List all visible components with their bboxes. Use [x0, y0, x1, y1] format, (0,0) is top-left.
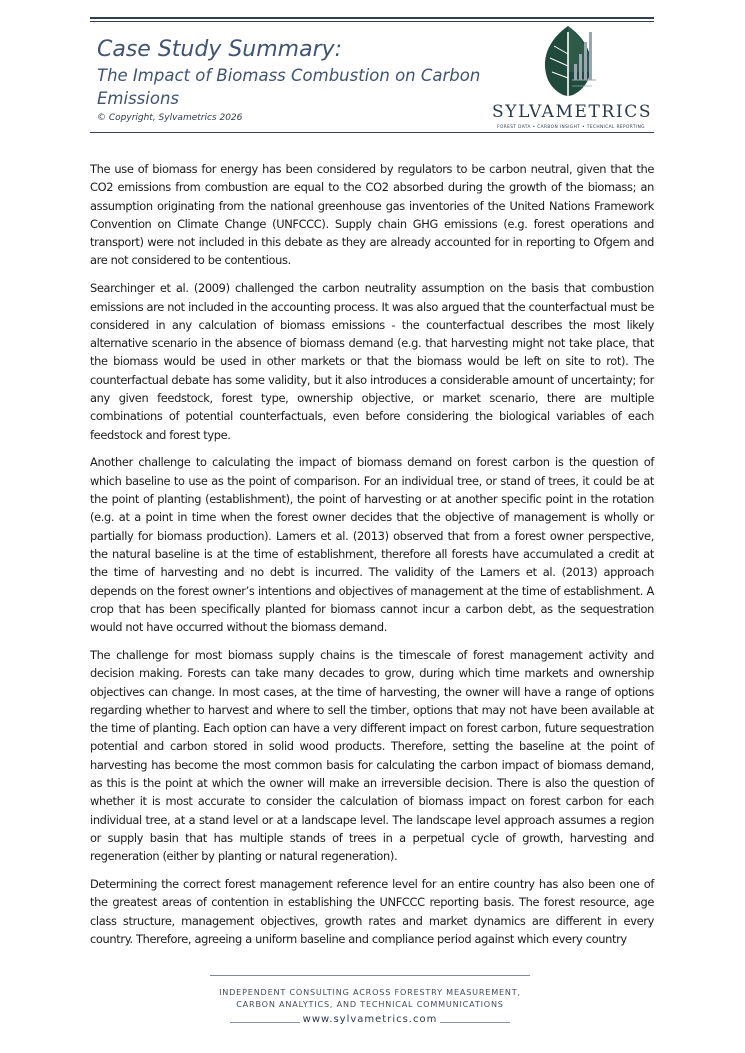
company-logo — [492, 22, 653, 132]
paragraph-5: Determining the correct forest management reference level for an entire country has also been one of the greatest areas of contention in establishing the UNFCCC reporting basis. The forest resource, age class structure, management objectives, growth rates and market dynamics are different in every country. Therefore, agreeing a uniform baseline and compliance period against which every country — [90, 876, 654, 946]
footer-divider-right — [440, 1022, 510, 1023]
leaf-chart-icon — [538, 24, 604, 100]
logo-wordmark: SYLVAMETRICS — [492, 102, 653, 122]
paragraph-1: The use of biomass for energy has been considered by regulators to be carbon neutral, given that the CO2 emissions from combustion are equal to the CO2 absorbed during the growth of the biomass; an assumption originating from the national greenhouse gas inventories of the United Nations Framework Convention on Climate Change (UNFCCC). Supply chain GHG emissions (e.g. forest operations and transport) were not included in this debate as they are already accounted for in reporting to Ofgem and are not considered to be contentious. — [90, 162, 654, 268]
header-underline — [90, 132, 654, 133]
footer-line-1: INDEPENDENT CONSULTING ACROSS FORESTRY MEASUREMENT, — [219, 987, 521, 997]
document-subtitle-line2: Emissions — [97, 89, 180, 108]
document-subtitle-line1: The Impact of Biomass Combustion on Carbon — [97, 66, 481, 85]
document-title: Case Study Summary: — [97, 37, 343, 62]
footer-line-2: CARBON ANALYTICS, AND TECHNICAL COMMUNICATIONS — [236, 999, 504, 1009]
paragraph-2: Searchinger et al. (2009) challenged the carbon neutrality assumption on the basis that combustion emissions are not included in the accounting process. It was also argued that the counterfactual must be considered in any calculation of biomass emissions - the counterfactual describes the most likely alternative scenario in the absence of biomass demand (e.g. that harvesting might not take place, that the biomass would be used in other markets or that the biomass would be left on site to rot). The counterfactual debate has some validity, but it also introduces a considerable amount of uncertainty; for any given feedstock, forest type, ownership objective, or market scenario, there are multiple combinations of potential counterfactuals, even before considering the biological variables of each feedstock and forest type. — [90, 281, 654, 442]
footer-rule — [210, 975, 530, 976]
title-block — [97, 36, 497, 123]
paragraph-4: The challenge for most biomass supply chains is the timescale of forest management activity and decision making. Forests can take many decades to grow, during which time markets and ownership objectives can change. In most cases, at the time of harvesting, the owner will have a range of options regarding whether to harvest and where to sell the timber, options that may not have been available at the time of planting. Each option can have a very different impact on forest carbon, future sequestration potential and carbon stored in solid wood products. Therefore, setting the baseline at the point of harvesting has become the most common basis for calculating the carbon impact of biomass demand, as this is the point at which the owner will make an irreversible decision. There is also the question of whether it is most accurate to consider the calculation of biomass impact on forest carbon for each individual tree, at a stand level or at a landscape level. The landscape level approach assumes a region or supply basin that has multiple stands of trees in a perpetual cycle of growth, harvesting and regeneration (either by planting or natural regeneration). — [90, 647, 654, 864]
copyright-notice: © Copyright, Sylvametrics 2026 — [97, 113, 243, 123]
paragraph-3: Another challenge to calculating the impact of biomass demand on forest carbon is the question of which baseline to use as the point of comparison. For an individual tree, or stand of trees, it could be at the point of planting (establishment), the point of harvesting or at another specific point in the rotation (e.g. at a point in time when the forest owner decides that the objective of management is wholly or partially for biomass production). Lamers et al. (2013) observed that from a forest owner perspective, the natural baseline is at the time of establishment, therefore all forests have accumulated a credit at the time of harvesting and no debt is incurred. The validity of the Lamers et al. (2013) approach depends on the forest owner’s intentions and objectives of management at the time of establishment. A crop that has been specifically planted for biomass cannot incur a carbon debt, as the sequestration would not have occurred without the biomass demand. — [90, 455, 654, 635]
footer-website-link[interactable]: www.sylvametrics.com — [302, 1014, 438, 1025]
body-text — [90, 160, 654, 958]
logo-tagline: FOREST DATA • CARBON INSIGHT • TECHNICAL REPORTING — [497, 125, 645, 130]
footer-website-row — [210, 1014, 530, 1030]
page-footer — [210, 975, 530, 1030]
header-rule-thick — [90, 17, 654, 19]
